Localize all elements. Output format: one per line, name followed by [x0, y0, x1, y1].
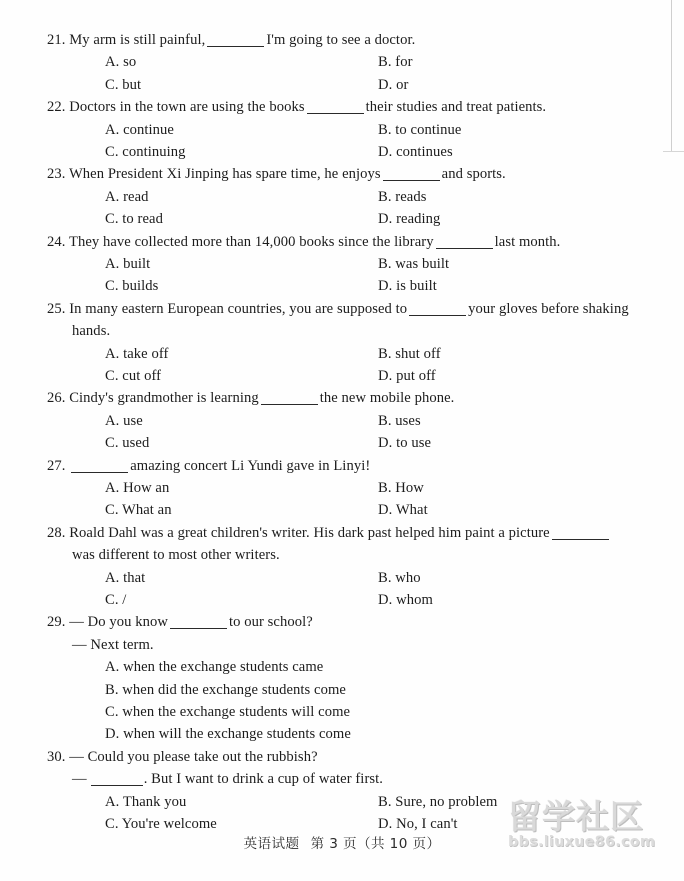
question-list	[0, 29, 684, 835]
option-key: B.	[378, 793, 392, 810]
answer-blank[interactable]	[409, 315, 466, 316]
option-text: when did the exchange students come	[122, 681, 346, 698]
option-key: D.	[378, 278, 393, 295]
stem-text-after: amazing concert Li Yundi gave in Linyi!	[130, 457, 371, 474]
option-a[interactable]	[105, 186, 149, 208]
option-text: cut off	[122, 367, 162, 384]
option-c[interactable]	[105, 275, 158, 297]
options-row	[0, 432, 684, 454]
options-row	[0, 119, 684, 141]
option-key: B.	[378, 188, 392, 205]
option-key: B.	[378, 479, 392, 496]
dialogue-line-2-after: . But I want to drink a cup of water first.	[143, 771, 383, 788]
option-text: whom	[396, 591, 433, 608]
stem-text-after: your gloves before shaking hands.	[72, 300, 629, 340]
question-27	[0, 455, 684, 522]
answer-blank[interactable]	[552, 539, 609, 540]
option-key: A.	[105, 412, 120, 429]
option-text: but	[122, 76, 142, 93]
option-c[interactable]	[105, 141, 186, 163]
answer-blank[interactable]	[71, 472, 128, 473]
option-key: C.	[105, 502, 119, 519]
option-b[interactable]	[378, 791, 498, 813]
option-text: when the exchange students came	[123, 659, 324, 676]
option-b[interactable]	[378, 51, 413, 73]
option-key: A.	[105, 659, 120, 676]
stem-text-before: Roald Dahl was a great children's writer. His dark past helped him paint a picture	[69, 524, 550, 541]
option-key: D.	[378, 76, 393, 93]
question-stem	[0, 96, 684, 118]
option-key: D.	[378, 367, 393, 384]
question-stem	[0, 611, 684, 633]
option-d[interactable]	[378, 432, 431, 454]
option-a[interactable]	[105, 343, 168, 365]
option-key: B.	[378, 412, 392, 429]
option-c[interactable]	[105, 589, 126, 611]
question-stem-continuation: was different to most other writers.	[72, 547, 280, 564]
dialogue-dash: —	[72, 771, 87, 788]
option-key: A.	[105, 188, 120, 205]
option-key: D.	[378, 435, 393, 452]
option-key: D.	[378, 815, 393, 832]
option-key: B.	[378, 54, 392, 71]
option-text: reading	[396, 211, 441, 228]
option-key: D.	[378, 502, 393, 519]
option-text: who	[395, 569, 421, 586]
option-key: C.	[105, 435, 119, 452]
option-text: is built	[396, 278, 437, 295]
dialogue-line-1: — Could you please take out the rubbish?	[69, 748, 318, 765]
question-29	[0, 611, 684, 745]
option-d[interactable]	[378, 275, 437, 297]
option-b[interactable]	[378, 567, 421, 589]
option-key: A.	[105, 345, 120, 362]
option-key: C.	[105, 143, 119, 160]
options-row	[0, 499, 684, 521]
option-a[interactable]	[105, 791, 186, 813]
option-text: for	[395, 54, 413, 71]
options-row	[0, 253, 684, 275]
option-key: A.	[105, 54, 120, 71]
option-d[interactable]	[378, 365, 436, 387]
answer-blank[interactable]	[170, 628, 227, 629]
option-text: shut off	[395, 345, 441, 362]
option-text: when the exchange students will come	[122, 703, 351, 720]
answer-blank[interactable]	[307, 113, 364, 114]
stem-text-before: In many eastern European countries, you are supposed to	[69, 300, 408, 317]
option-c[interactable]	[105, 74, 141, 96]
answer-blank[interactable]	[91, 785, 143, 786]
option-text: builds	[122, 278, 159, 295]
option-key: D.	[105, 726, 120, 743]
option-text: uses	[395, 412, 421, 429]
options-row	[0, 365, 684, 387]
question-number: 25.	[47, 300, 66, 317]
stem-text-before: They have collected more than 14,000 books since the library	[68, 233, 434, 250]
option-text: built	[123, 255, 151, 272]
option-text: was built	[395, 255, 450, 272]
option-b[interactable]	[378, 253, 449, 275]
option-text: continues	[396, 143, 453, 160]
option-text: that	[123, 569, 146, 586]
option-text: /	[122, 591, 127, 608]
option-d[interactable]	[0, 723, 684, 745]
options-row	[0, 567, 684, 589]
options-row	[0, 74, 684, 96]
dialogue-line-2: — Next term.	[72, 636, 154, 653]
option-b[interactable]	[378, 410, 421, 432]
question-23	[0, 163, 684, 230]
option-key: D.	[378, 211, 393, 228]
options-row	[0, 275, 684, 297]
question-25	[0, 298, 684, 388]
options-row	[0, 343, 684, 365]
options-row	[0, 208, 684, 230]
option-b[interactable]	[378, 119, 461, 141]
answer-blank[interactable]	[383, 180, 440, 181]
option-text: put off	[396, 367, 436, 384]
stem-text-after: I'm going to see a doctor.	[266, 32, 416, 48]
question-22	[0, 96, 684, 163]
option-key: C.	[105, 703, 119, 720]
watermark-url: bbs.liuxue86.com	[508, 834, 656, 850]
stem-text-before: When President Xi Jinping has spare time, he enjoys	[68, 166, 381, 183]
question-stem	[0, 231, 684, 253]
option-key: A.	[105, 479, 120, 496]
option-text: to read	[122, 211, 163, 228]
option-d[interactable]	[378, 499, 428, 521]
option-a[interactable]	[105, 567, 145, 589]
options-row	[0, 410, 684, 432]
option-a[interactable]	[0, 656, 684, 678]
stem-text-after: last month.	[494, 233, 561, 250]
question-24	[0, 231, 684, 298]
option-a[interactable]	[105, 410, 143, 432]
stem-text-after: the new mobile phone.	[319, 390, 455, 407]
option-key: C.	[105, 591, 119, 608]
question-number: 24.	[47, 233, 66, 250]
option-b[interactable]	[378, 343, 441, 365]
option-c[interactable]	[0, 701, 684, 723]
option-text: or	[396, 76, 409, 93]
answer-blank[interactable]	[436, 248, 493, 249]
option-key: B.	[378, 345, 392, 362]
option-key: A.	[105, 793, 120, 810]
question-number: 27.	[47, 457, 66, 474]
options-row	[0, 51, 684, 73]
option-text: use	[123, 412, 143, 429]
options-row	[0, 791, 684, 813]
option-text: so	[123, 54, 137, 71]
option-text: How an	[123, 479, 170, 496]
option-text: How	[395, 479, 424, 496]
option-text: continuing	[122, 143, 186, 160]
option-text: What an	[122, 502, 172, 519]
option-key: C.	[105, 211, 119, 228]
option-a[interactable]	[105, 119, 174, 141]
question-21	[0, 29, 684, 96]
question-stem	[0, 29, 684, 51]
dialogue-line-1-before: — Do you know	[69, 614, 168, 631]
option-c[interactable]	[105, 432, 149, 454]
question-number: 29.	[47, 614, 66, 631]
dialogue-line-2	[0, 768, 684, 790]
option-d[interactable]	[378, 589, 433, 611]
answer-blank[interactable]	[261, 404, 318, 405]
question-number: 22.	[47, 99, 66, 116]
options-row	[0, 141, 684, 163]
stem-text-before: Cindy's grandmother is learning	[69, 390, 259, 407]
question-stem	[0, 163, 684, 185]
option-text: What	[395, 502, 428, 519]
option-key: C.	[105, 367, 119, 384]
question-number: 21.	[47, 32, 66, 48]
footer-page-number: 第 3 页（共 10 页）	[310, 836, 441, 852]
options-row	[0, 186, 684, 208]
option-key: B.	[378, 121, 392, 138]
option-key: A.	[105, 121, 120, 138]
question-28	[0, 522, 684, 612]
option-text: Thank you	[122, 793, 187, 810]
option-key: A.	[105, 569, 120, 586]
option-text: used	[122, 435, 150, 452]
option-text: reads	[395, 188, 427, 205]
option-text: Sure, no problem	[395, 793, 498, 810]
option-b[interactable]	[378, 477, 424, 499]
question-stem	[0, 387, 684, 409]
watermark-title: 留学社区	[508, 797, 644, 836]
option-d[interactable]	[378, 208, 440, 230]
question-number: 23.	[47, 166, 66, 183]
option-c[interactable]	[105, 365, 161, 387]
question-stem	[0, 455, 684, 477]
page-footer	[0, 832, 684, 853]
option-text: to use	[396, 435, 432, 452]
option-a[interactable]	[105, 51, 136, 73]
option-a[interactable]	[105, 477, 169, 499]
option-c[interactable]	[105, 499, 172, 521]
question-30	[0, 746, 684, 836]
option-key: C.	[105, 76, 119, 93]
option-key: C.	[105, 278, 119, 295]
option-key: B.	[378, 255, 392, 272]
option-a[interactable]	[105, 253, 150, 275]
question-stem	[0, 522, 684, 544]
option-key: A.	[105, 255, 120, 272]
question-26	[0, 387, 684, 454]
question-stem	[0, 746, 684, 768]
question-number: 26.	[47, 390, 66, 407]
option-c[interactable]	[105, 208, 163, 230]
option-key: B.	[105, 681, 119, 698]
option-d[interactable]	[378, 74, 408, 96]
option-key: B.	[378, 569, 392, 586]
option-key: D.	[378, 591, 393, 608]
option-text: to continue	[395, 121, 462, 138]
option-text: read	[123, 188, 149, 205]
option-d[interactable]	[378, 141, 453, 163]
question-stem	[0, 298, 684, 343]
footer-subject: 英语试题	[243, 836, 300, 852]
stem-text-after: their studies and treat patients.	[365, 99, 547, 116]
question-number: 28.	[47, 524, 66, 541]
stem-text-before: My arm is still painful,	[69, 32, 206, 48]
options-row	[0, 477, 684, 499]
option-text: You're welcome	[121, 815, 217, 832]
option-key: D.	[378, 143, 393, 160]
stem-text-after: and sports.	[441, 166, 506, 183]
answer-blank[interactable]	[207, 46, 264, 47]
option-key: C.	[105, 815, 119, 832]
option-b[interactable]	[378, 186, 426, 208]
options-row	[0, 589, 684, 611]
question-number: 30.	[47, 748, 66, 765]
option-text: take off	[123, 345, 169, 362]
dialogue-line-1-after: to our school?	[228, 614, 313, 631]
option-text: continue	[123, 121, 174, 138]
option-text: No, I can't	[396, 815, 458, 832]
option-text: when will the exchange students come	[123, 726, 351, 743]
stem-text-before: Doctors in the town are using the books	[69, 99, 305, 116]
option-b[interactable]	[0, 679, 684, 701]
